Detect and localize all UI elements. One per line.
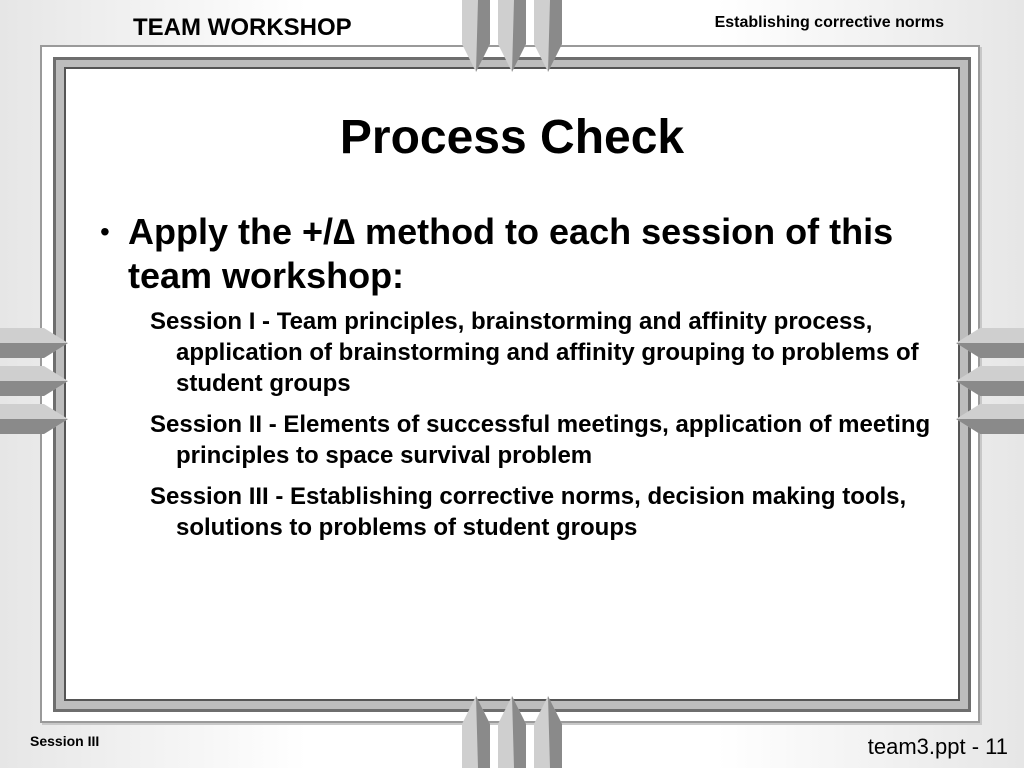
header-section: Establishing corrective norms [714, 14, 944, 31]
footer-page: team3.ppt - 11 [867, 734, 1008, 759]
session-item-1: Session I - Team principles, brainstorming and affinity process, application of brainstorming and affinity grouping to problems of student groups [150, 308, 919, 397]
session-item-3: Session III - Establishing corrective norms, decision making tools, solutions to problems of student groups [150, 483, 907, 541]
footer-session: Session III [30, 733, 100, 749]
left-arrow-decoration [0, 326, 70, 442]
main-bullet-text: Apply the +/∆ method to each session of this team workshop: [128, 211, 894, 296]
top-arrow-decoration [460, 0, 566, 74]
right-arrow-decoration [954, 326, 1024, 442]
session-list [150, 306, 940, 553]
session-item-2: Session II - Elements of successful meetings, application of meeting principles to space survival problem [150, 411, 931, 469]
slide-title: Process Check [339, 111, 685, 164]
header-title: TEAM WORKSHOP [133, 14, 352, 41]
bottom-arrow-decoration [460, 694, 566, 768]
main-bullet [100, 210, 920, 298]
bullet-icon: • [100, 216, 110, 247]
